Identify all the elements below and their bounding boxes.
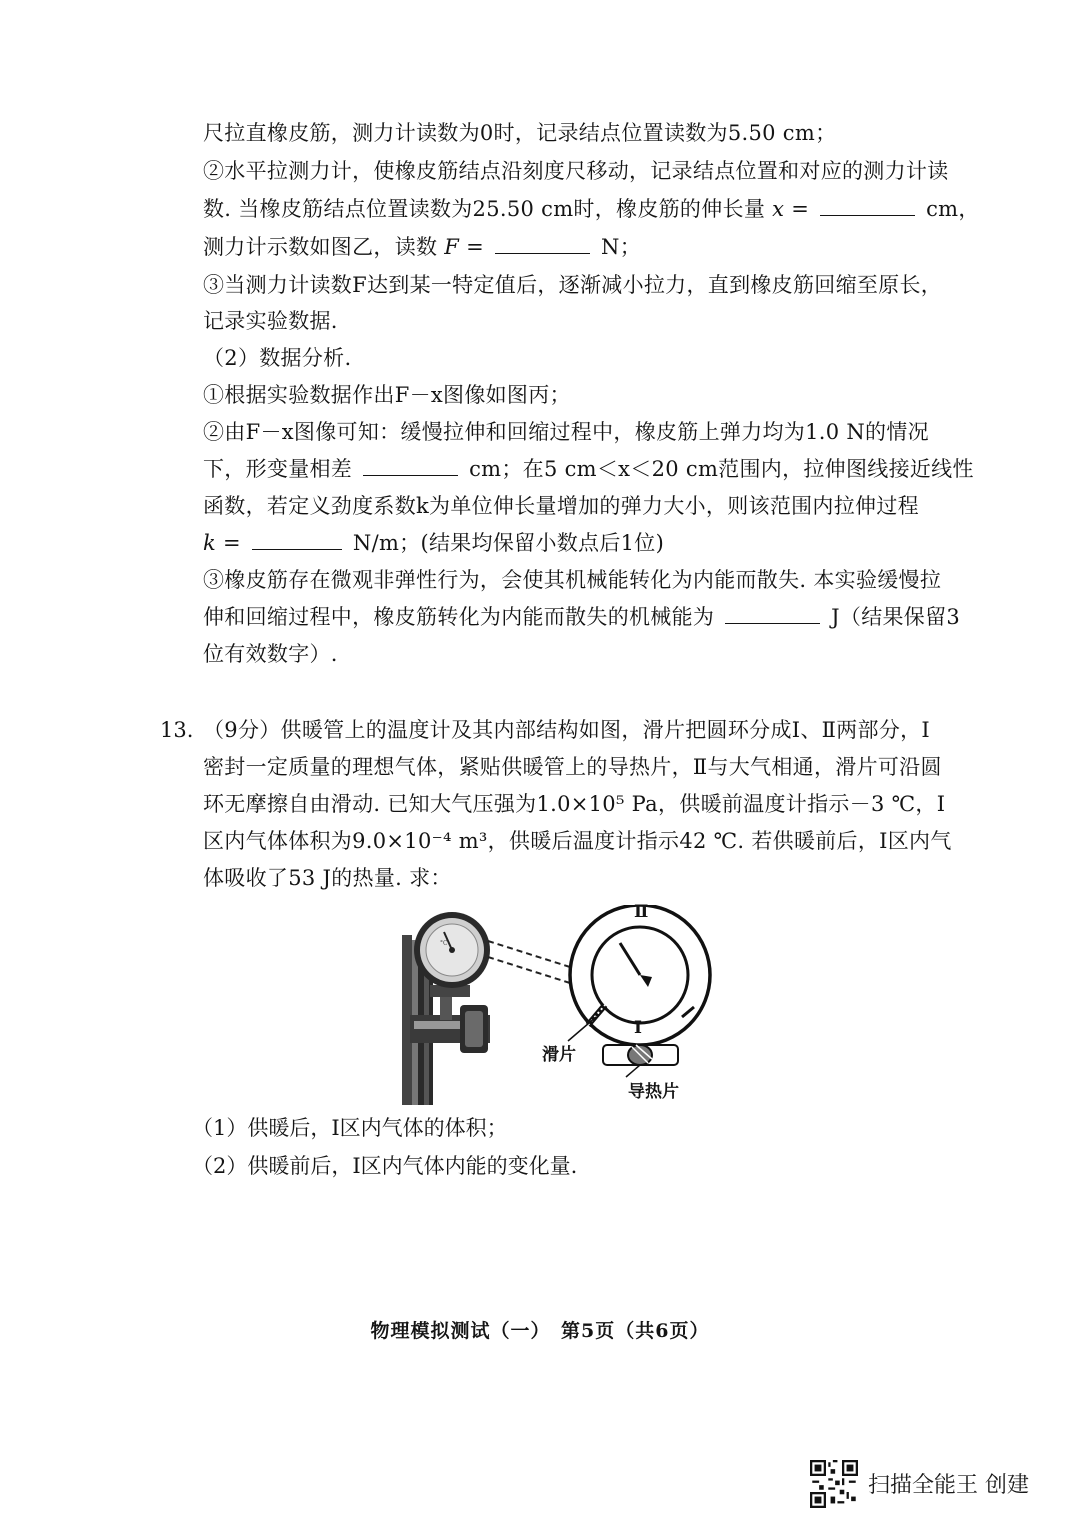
qr-code-icon [810, 1460, 858, 1508]
text-line: ③橡皮筋存在微观非弹性行为，会使其机械能转化为内能而散失. 本实验缓慢拉 [203, 568, 942, 592]
page-footer: 物理模拟测试（一） 第5页（共6页） [370, 1320, 710, 1342]
sub-question-2: （2）供暖前后，Ⅰ区内气体内能的变化量. [192, 1154, 578, 1178]
text-line-with-blank: 伸和回缩过程中，橡皮筋转化为内能而散失的机械能为 J（结果保留3 [203, 599, 923, 635]
text-line: ①根据实验数据作出F－x图像如图丙； [203, 383, 571, 407]
section-heading: （2）数据分析. [203, 346, 352, 370]
region-II-label: Ⅱ [634, 902, 649, 922]
question-text: 体吸收了53 J的热量. 求： [203, 866, 452, 890]
answer-blank[interactable] [252, 527, 342, 550]
text-line-with-blank: 下，形变量相差 cm；在5 cm＜x＜20 cm范围内，拉伸图线接近线性 [203, 451, 923, 487]
text-line-with-blank: k = N/m；(结果均保留小数点后1位) [203, 525, 923, 561]
text-line: ②由F－x图像可知：缓慢拉伸和回缩过程中，橡皮筋上弹力均为1.0 N的情况 [203, 420, 929, 444]
text-line: 尺拉直橡皮筋，测力计读数为0时，记录结点位置读数为5.50 cm； [203, 121, 837, 145]
answer-blank[interactable] [820, 193, 915, 216]
answer-blank[interactable] [725, 601, 820, 624]
sub-question-1: （1）供暖后，Ⅰ区内气体的体积； [192, 1116, 508, 1140]
text-line: ②水平拉测力计，使橡皮筋结点沿刻度尺移动，记录结点位置和对应的测力计读 [203, 159, 949, 183]
watermark-text: 扫描全能王 创建 [868, 1473, 1029, 1498]
scanner-watermark [810, 1460, 1060, 1510]
text-line: 函数，若定义劲度系数k为单位伸长量增加的弹力大小，则该范围内拉伸过程 [203, 494, 919, 518]
plate-label: 导热片 [628, 1082, 679, 1102]
answer-blank[interactable] [495, 231, 590, 254]
text-line-with-blank: 数. 当橡皮筋结点位置读数为25.50 cm时，橡皮筋的伸长量 x = cm， [203, 191, 923, 227]
question-text: 区内气体体积为9.0×10⁻⁴ m³，供暖后温度计指示42 ℃. 若供暖前后，Ⅰ区内气 [203, 829, 952, 853]
slider-label: 滑片 [542, 1045, 576, 1065]
region-I-label: Ⅰ [634, 1018, 642, 1038]
text-line: 记录实验数据. [203, 309, 338, 333]
svg-text:°C: °C [440, 940, 448, 947]
text-line: ③当测力计读数F达到某一特定值后，逐渐减小拉力，直到橡皮筋回缩至原长， [203, 273, 943, 297]
question-text: （9分）供暖管上的温度计及其内部结构如图，滑片把圆环分成Ⅰ、Ⅱ两部分，Ⅰ [203, 718, 931, 742]
question-number: 13. [160, 718, 194, 742]
text-line-with-blank: 测力计示数如图乙，读数 F = N； [203, 229, 923, 265]
question-text: 密封一定质量的理想气体，紧贴供暖管上的导热片，Ⅱ与大气相通，滑片可沿圆 [203, 755, 942, 779]
text-line: 位有效数字）. [203, 642, 338, 666]
thermometer-photo [402, 912, 490, 1105]
answer-blank[interactable] [363, 453, 458, 476]
question-text: 环无摩擦自由滑动. 已知大气压强为1.0×10⁵ Pa，供暖前温度计指示－3 ℃，Ⅰ [203, 792, 946, 816]
